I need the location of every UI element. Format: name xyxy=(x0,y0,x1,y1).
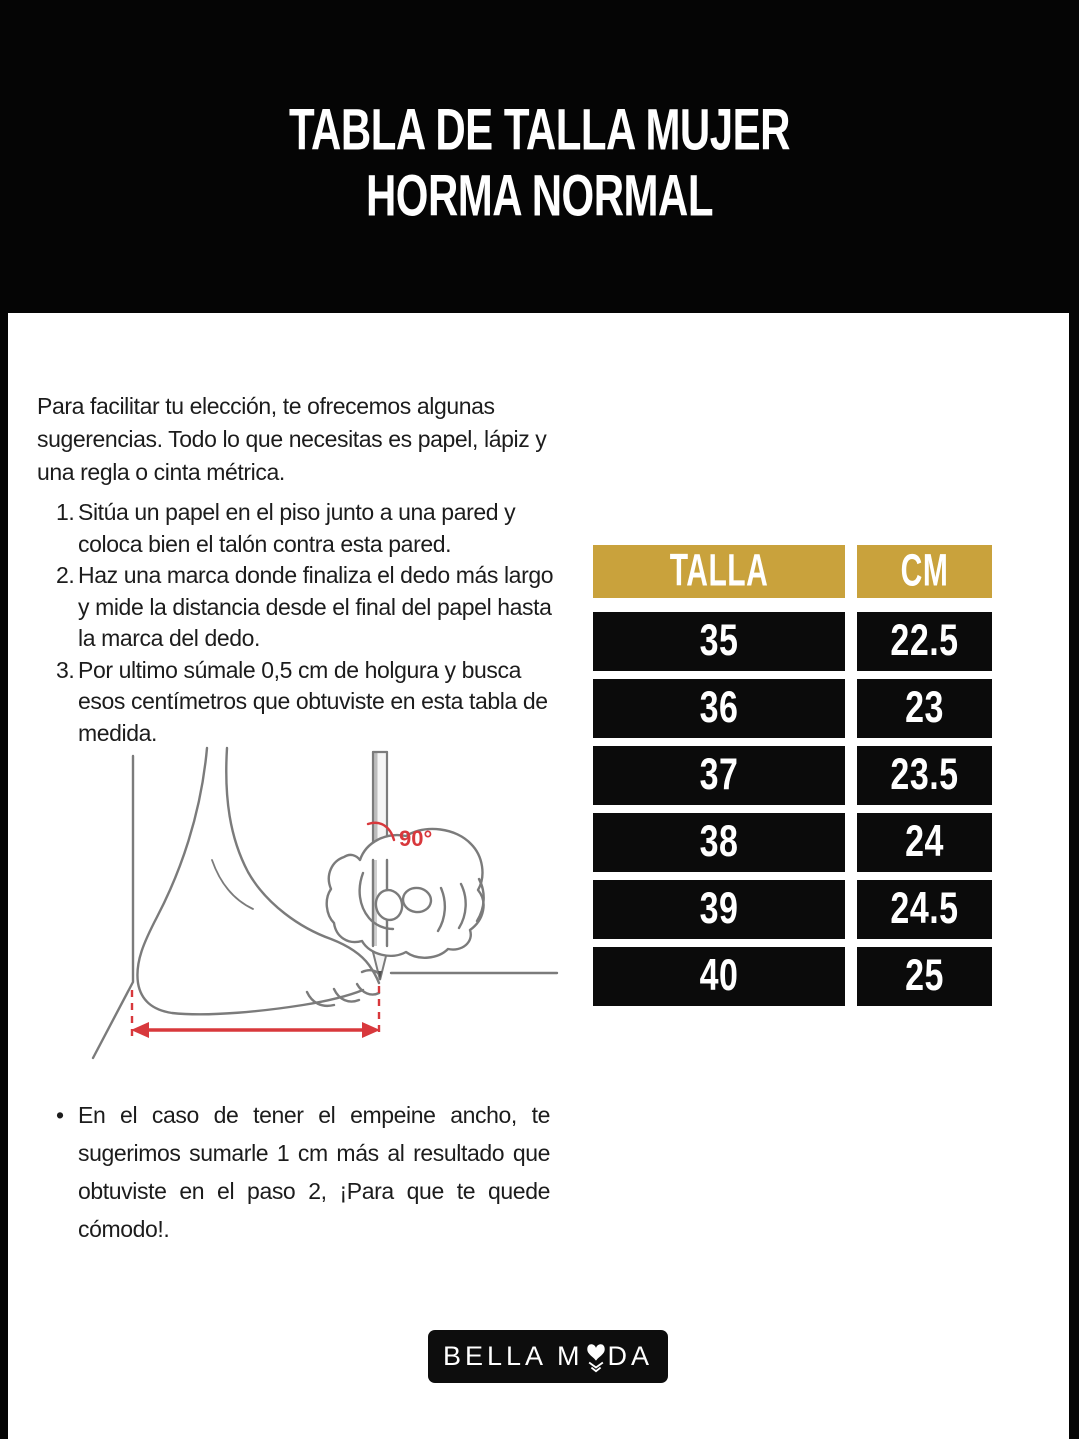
step-item-2 xyxy=(56,560,608,655)
intro-line: Para facilitar tu elección, te ofrecemos algunas xyxy=(37,393,495,419)
step-line: Por ultimo súmale 0,5 cm de holgura y busca xyxy=(78,656,522,683)
talla-cell-35: 35 xyxy=(593,612,845,671)
step-item-1 xyxy=(56,497,608,560)
note-line: obtuviste en el paso 2, ¡Para que te quede xyxy=(78,1178,550,1204)
step-line: medida. xyxy=(78,719,158,746)
step-line: y mide la distancia desde el final del papel hasta xyxy=(78,593,552,620)
talla-cell-39: 39 xyxy=(593,880,845,939)
intro-paragraph xyxy=(37,390,597,489)
heart-icon xyxy=(585,1341,607,1373)
talla-cell-38: 38 xyxy=(593,813,845,872)
cm-cell-22-5: 22.5 xyxy=(857,612,992,671)
step-line: coloca bien el talón contra esta pared. xyxy=(78,530,452,557)
cm-cell-24: 24 xyxy=(857,813,992,872)
talla-cell-40: 40 xyxy=(593,947,845,1006)
wide-instep-note xyxy=(56,1096,550,1248)
talla-cell-36: 36 xyxy=(593,679,845,738)
talla-cell-37: 37 xyxy=(593,746,845,805)
cm-cell-23-5: 23.5 xyxy=(857,746,992,805)
intro-line: una regla o cinta métrica. xyxy=(37,459,285,485)
step-item-3 xyxy=(56,655,608,750)
measurement-steps xyxy=(56,497,608,749)
wall-line xyxy=(93,756,133,1058)
note-bullet: • xyxy=(56,1102,64,1128)
cm-cell-24-5: 24.5 xyxy=(857,880,992,939)
step-number: 1. xyxy=(56,499,75,525)
step-line: Haz una marca donde finaliza el dedo más largo xyxy=(78,562,554,588)
cm-cell-23: 23 xyxy=(857,679,992,738)
size-table xyxy=(593,545,992,1006)
step-number: 2. xyxy=(56,562,75,588)
brand-name-left: BELLA M xyxy=(442,1341,584,1371)
size-table-header-cm: CM xyxy=(857,545,992,598)
angle-label: 90° xyxy=(399,826,433,851)
step-number: 3. xyxy=(56,656,75,683)
step-line: la marca del dedo. xyxy=(78,625,261,651)
brand-name-right: DA xyxy=(607,1341,654,1371)
content-panel xyxy=(8,313,1069,1439)
note-line: cómodo!. xyxy=(78,1216,170,1242)
cm-cell-25: 25 xyxy=(857,947,992,1006)
foot-measurement-illustration xyxy=(60,740,560,1070)
intro-line: sugerencias. Todo lo que necesitas es papel, lápiz y xyxy=(37,426,547,452)
page-title-line-1: TABLA DE TALLA MUJER xyxy=(289,96,790,162)
step-line: Sitúa un papel en el piso junto a una pared y xyxy=(78,499,516,525)
black-header xyxy=(0,0,1079,313)
page-title-line-2: HORMA NORMAL xyxy=(365,162,714,228)
step-line: esos centímetros que obtuviste en esta tabla de xyxy=(78,688,548,714)
note-line: sugerimos sumarle 1 cm más al resultado que xyxy=(78,1140,550,1166)
note-line: En el caso de tener el empeine ancho, te xyxy=(78,1102,550,1128)
brand-logo xyxy=(428,1330,668,1383)
size-table-header-talla: TALLA xyxy=(593,545,845,598)
